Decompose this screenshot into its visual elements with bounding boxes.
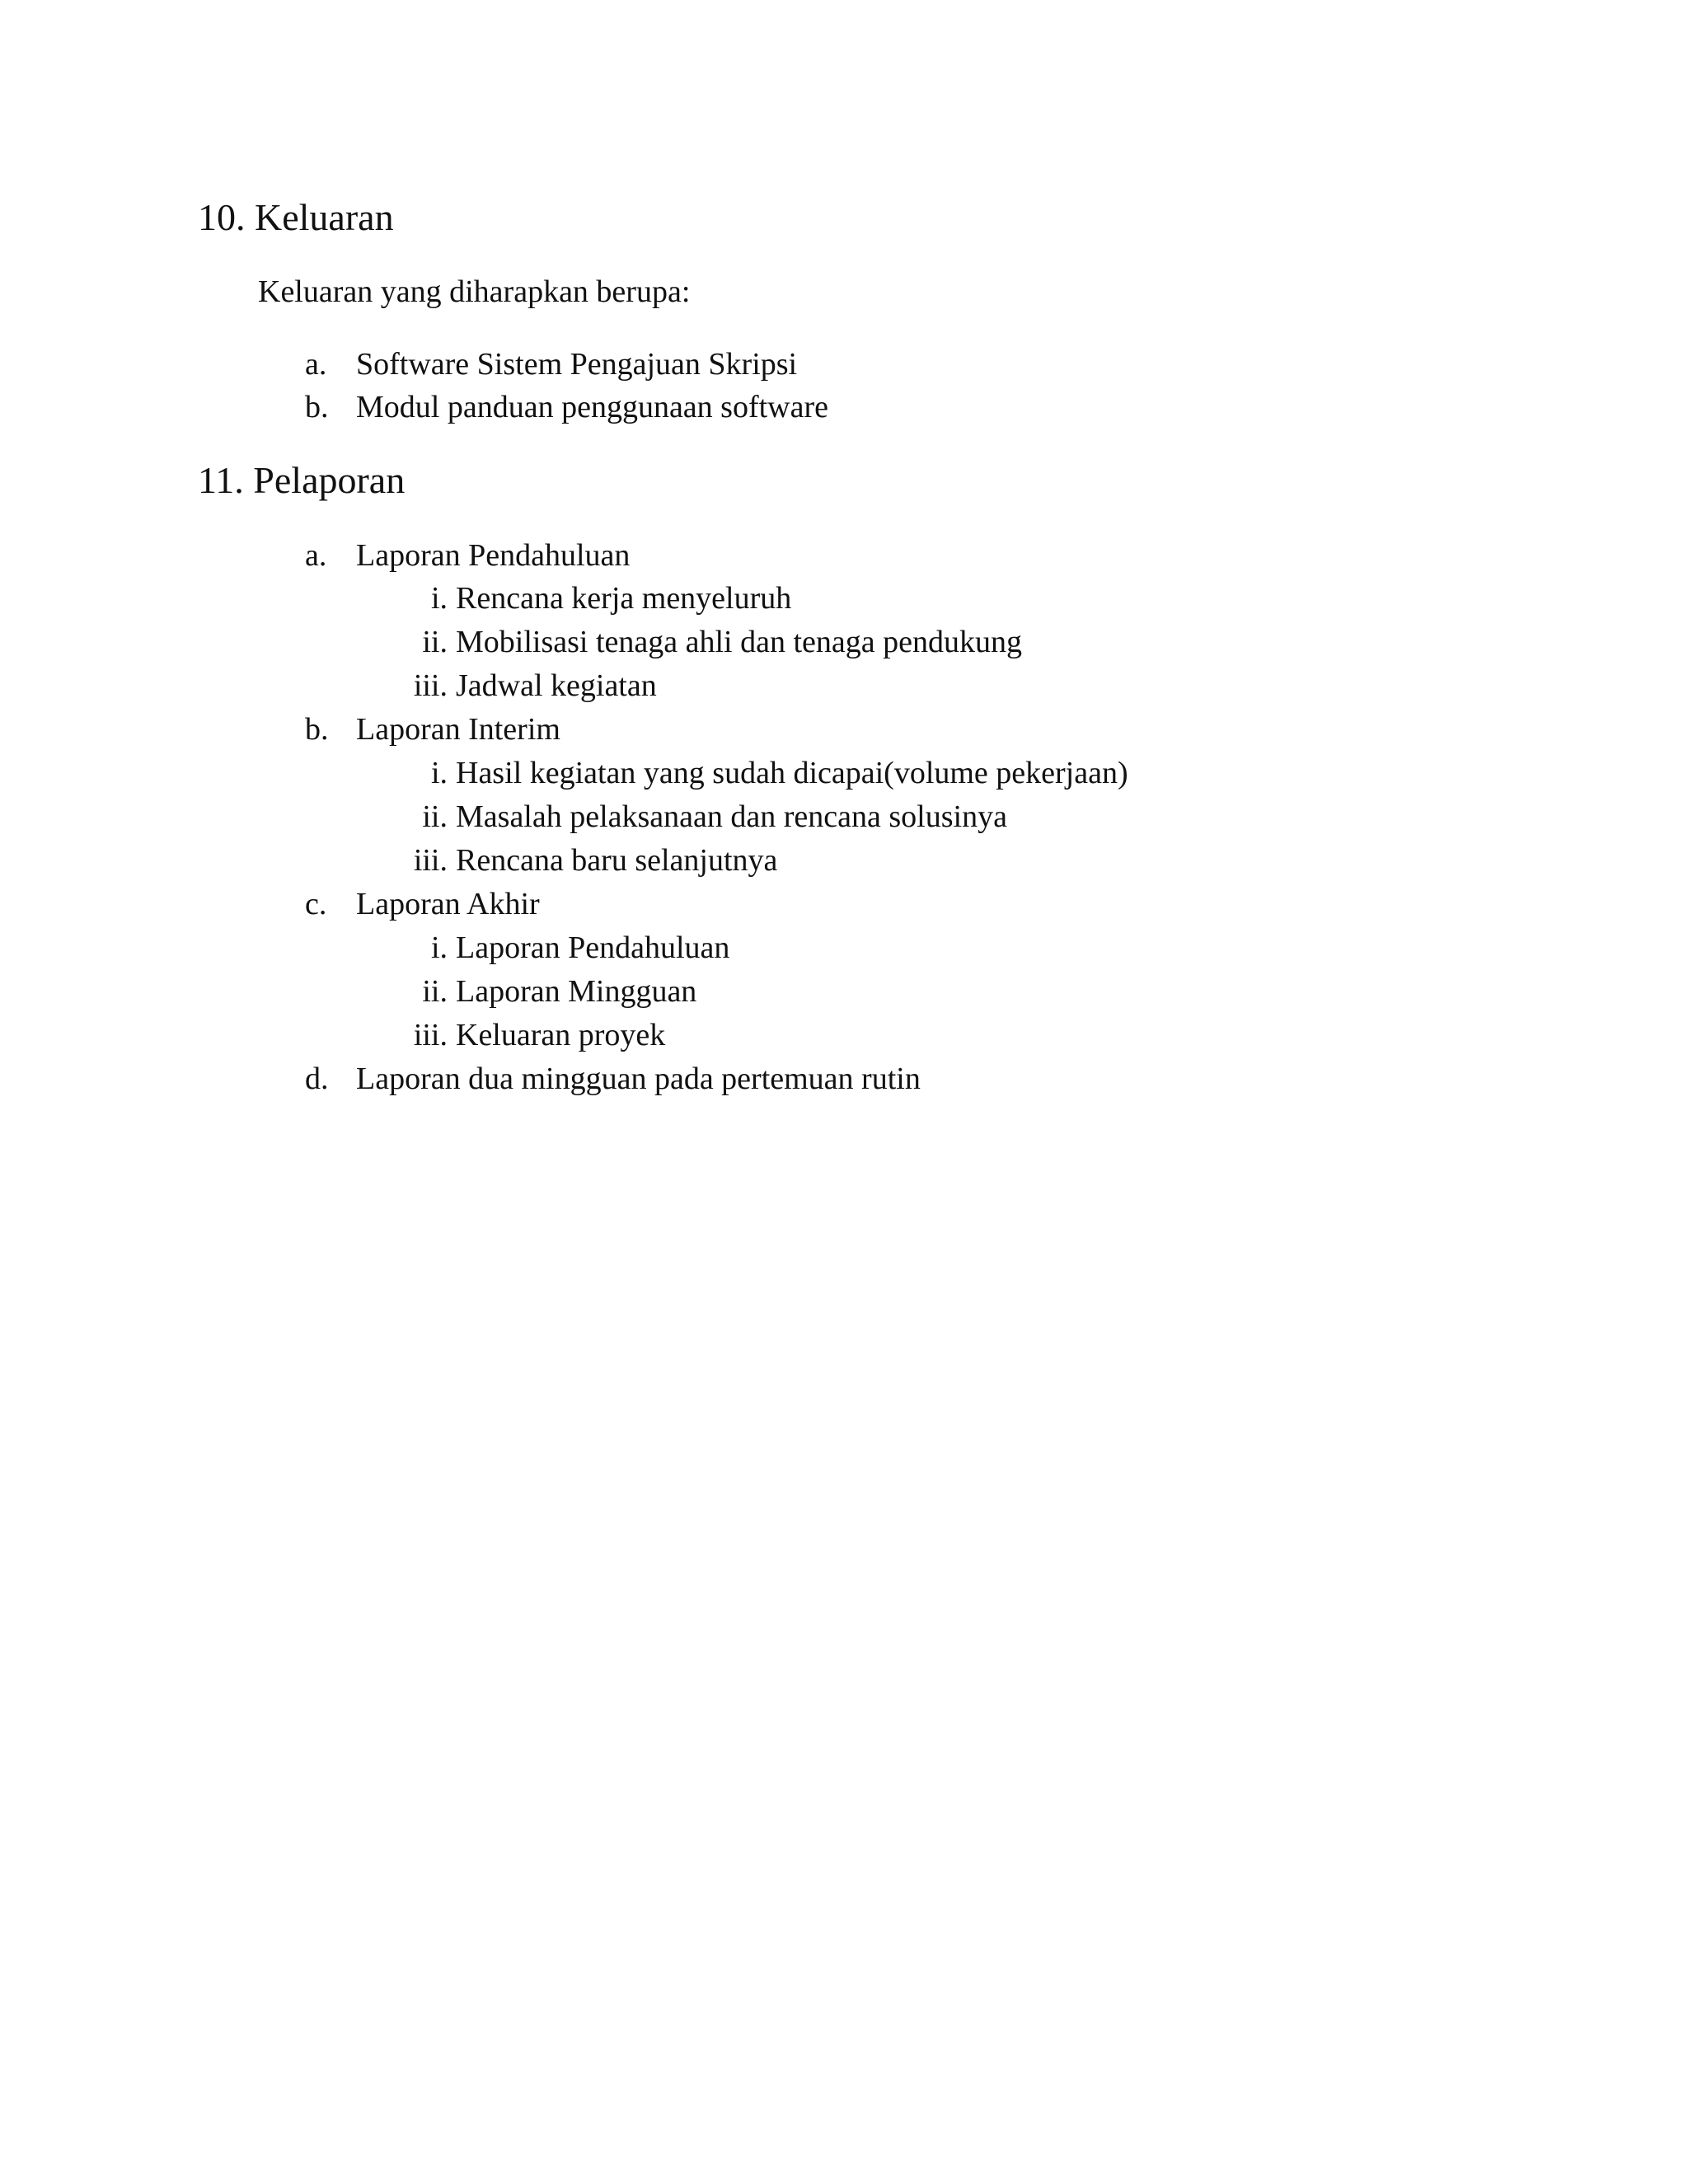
list-item [305,710,560,749]
section-heading-pelaporan: 11. Pelaporan [198,459,406,501]
section-intro: Keluaran yang diharapkan berupa: [258,274,691,309]
sub-list-item [430,579,792,618]
list-marker: a. [305,538,327,573]
list-marker: a. [305,347,327,382]
sub-list-marker: ii. [422,625,448,659]
list-item-text: Laporan Pendahuluan [356,538,631,573]
sub-list-item-text: Keluaran proyek [456,1018,666,1052]
sub-list-item-text: Rencana kerja menyeluruh [456,581,792,616]
list-item-text: Laporan Akhir [356,887,540,921]
sub-list-marker: i. [430,756,448,790]
sub-list-marker: ii. [422,974,448,1009]
sub-list-item [430,928,730,968]
sub-list-item-text: Laporan Pendahuluan [456,930,730,965]
sub-list-item [422,797,1007,837]
sub-list-marker: iii. [413,843,448,878]
sub-list-item-text: Masalah pelaksanaan dan rencana solusinya [456,799,1007,834]
list-item-text: Modul panduan penggunaan software [356,390,829,424]
list-marker: d. [305,1062,329,1096]
sub-list-marker: i. [430,581,448,616]
sub-list-item [413,1015,666,1055]
list-item [305,1059,921,1099]
list-item [305,536,631,575]
sub-list-item-text: Hasil kegiatan yang sudah dicapai(volume pekerjaan) [456,756,1128,790]
sub-list-item-text: Jadwal kegiatan [456,668,657,703]
sub-list-item-text: Laporan Mingguan [456,974,697,1009]
list-item [305,387,829,427]
list-marker: b. [305,390,329,424]
list-item-text: Laporan Interim [356,712,560,747]
sub-list-marker: iii. [413,668,448,703]
list-item-text: Laporan dua mingguan pada pertemuan rutin [356,1062,921,1096]
sub-list-marker: i. [430,930,448,965]
sub-list-item [430,753,1128,793]
list-item-text: Software Sistem Pengajuan Skripsi [356,347,798,382]
list-item [305,884,540,924]
sub-list-item-text: Mobilisasi tenaga ahli dan tenaga pendukung [456,625,1022,659]
sub-list-marker: ii. [422,799,448,834]
list-marker: b. [305,712,329,747]
sub-list-item-text: Rencana baru selanjutnya [456,843,778,878]
sub-list-item [413,666,657,705]
list-item [305,344,798,384]
sub-list-marker: iii. [413,1018,448,1052]
list-marker: c. [305,887,327,921]
sub-list-item [413,841,778,880]
sub-list-item [422,622,1022,662]
sub-list-item [422,972,697,1011]
section-heading-keluaran: 10. Keluaran [198,196,394,238]
